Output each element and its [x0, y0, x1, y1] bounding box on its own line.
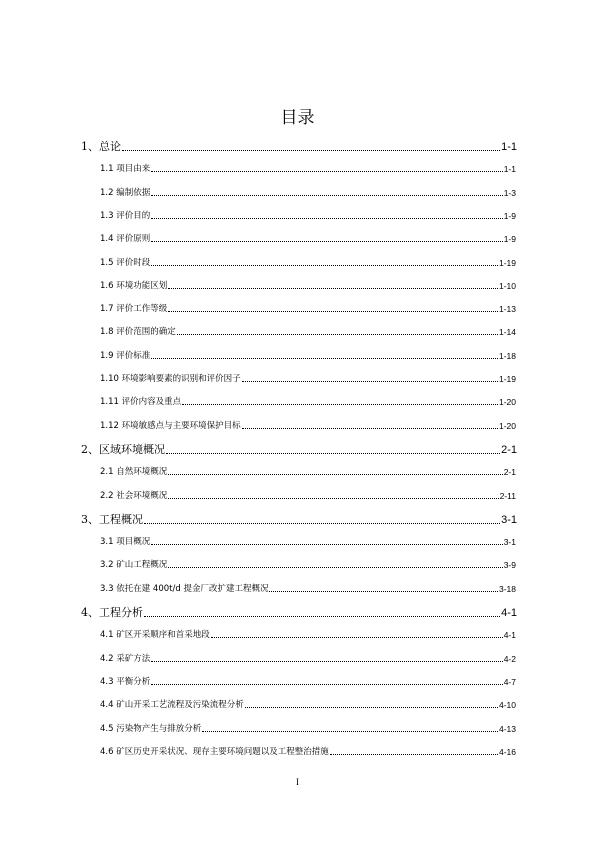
dot-leader	[151, 543, 502, 545]
toc-entry-page: 1-20	[498, 420, 516, 431]
toc-entry-title: 4.6 矿区历史开采状况、现存主要环境问题以及工程整治措施	[100, 746, 329, 757]
toc-section-entry[interactable]	[100, 233, 516, 245]
toc-section-entry[interactable]	[100, 210, 516, 222]
toc-entry-page: 1-1	[503, 164, 516, 175]
toc-chapter-entry[interactable]	[81, 443, 517, 457]
dot-leader	[144, 615, 500, 617]
dot-leader	[144, 522, 500, 524]
toc-entry-page: 1-19	[498, 374, 516, 384]
dot-leader	[330, 753, 498, 755]
toc-section-entry[interactable]	[100, 326, 516, 338]
toc-entry-title: 1.3 评价目的	[100, 210, 151, 221]
toc-entry-title: 3.3 依托在建 400t/d 提金厂改扩建工程概况	[100, 583, 269, 594]
toc-entry-page: 1-3	[503, 187, 516, 198]
dot-leader	[242, 427, 498, 429]
toc-entry-page: 1-10	[498, 280, 516, 291]
dot-leader	[151, 170, 502, 172]
toc-section-entry[interactable]	[100, 420, 516, 432]
toc-entry-title: 1.7 评价工作等级	[100, 304, 168, 315]
dot-leader	[177, 333, 498, 335]
toc-entry-page: 4-2	[503, 653, 516, 664]
toc-section-entry[interactable]	[100, 163, 516, 175]
toc-section-entry[interactable]	[100, 396, 516, 408]
toc-entry-page: 4-1	[501, 607, 517, 619]
dot-leader	[202, 730, 498, 732]
toc-section-entry[interactable]	[100, 536, 516, 548]
toc-section-entry[interactable]	[100, 629, 516, 641]
toc-entry-title: 1.6 环境功能区划	[100, 280, 168, 291]
toc-entry-page: 2-1	[503, 467, 516, 478]
toc-entry-page: 3-1	[503, 537, 516, 548]
toc-section-entry[interactable]	[100, 373, 516, 385]
toc-entry-title: 2.2 社会环境概况	[100, 490, 168, 501]
toc-section-entry[interactable]	[100, 676, 516, 688]
toc-entry-page: 4-10	[498, 700, 516, 711]
toc-entry-title: 3、工程概况	[81, 512, 143, 526]
toc-section-entry[interactable]	[100, 583, 516, 595]
toc-entry-page: 4-1	[503, 630, 516, 641]
toc-entry-title: 4.3 平衡分析	[100, 676, 151, 687]
toc-entry-title: 1.1 项目由来	[100, 164, 151, 175]
dot-leader	[269, 590, 498, 592]
toc-section-entry[interactable]	[100, 559, 516, 571]
toc-chapter-entry[interactable]	[81, 513, 517, 527]
toc-entry-page: 2-1	[501, 443, 517, 456]
toc-entry-page: 1-13	[498, 304, 516, 315]
toc-section-entry[interactable]	[100, 466, 516, 478]
dot-leader	[151, 683, 502, 685]
toc-section-entry[interactable]	[100, 350, 516, 362]
toc-entry-title: 1、总论	[81, 140, 121, 153]
page-number: I	[296, 777, 299, 787]
toc-entry-title: 1.12 环境敏感点与主要环境保护目标	[100, 420, 241, 431]
toc-section-entry[interactable]	[100, 280, 516, 292]
toc-entry-page: 4-7	[503, 676, 516, 687]
toc-section-entry[interactable]	[100, 746, 516, 758]
toc-entry-page: 1-20	[498, 397, 516, 408]
toc-entry-title: 3.2 矿山工程概况	[100, 560, 168, 571]
toc-entry-title: 4.1 矿区开采顺序和首采地段	[100, 630, 210, 641]
toc-entry-page: 1-1	[501, 141, 517, 153]
toc-chapter-entry[interactable]	[81, 140, 517, 154]
toc-entry-page: 1-19	[498, 257, 516, 268]
toc-entry-title: 4.5 污染物产生与排放分析	[100, 723, 202, 734]
toc-entry-page: 4-13	[498, 723, 516, 734]
dot-leader	[168, 473, 502, 475]
toc-section-entry[interactable]	[100, 723, 516, 735]
toc-entry-title: 4、工程分析	[81, 606, 143, 619]
toc-section-entry[interactable]	[100, 303, 516, 315]
toc-entry-title: 3.1 项目概况	[100, 537, 151, 548]
dot-leader	[211, 636, 503, 638]
dot-leader	[168, 497, 498, 499]
toc-section-entry[interactable]	[100, 653, 516, 665]
toc-entry-title: 1.8 评价范围的确定	[100, 327, 176, 338]
toc-chapter-entry[interactable]	[81, 606, 517, 620]
dot-leader	[151, 660, 502, 662]
dot-leader	[168, 310, 498, 312]
toc-entry-title: 2、区域环境概况	[81, 442, 165, 456]
dot-leader	[151, 264, 498, 266]
toc-entry-page: 3-9	[503, 560, 516, 571]
page-title: 目录	[280, 108, 315, 128]
toc-section-entry[interactable]	[100, 257, 516, 269]
dot-leader	[122, 149, 500, 151]
toc-section-entry[interactable]	[100, 699, 516, 711]
dot-leader	[151, 357, 498, 359]
dot-leader	[151, 217, 502, 219]
dot-leader	[151, 240, 502, 242]
dot-leader	[168, 287, 498, 289]
toc-entry-title: 1.2 编制依据	[100, 187, 151, 198]
toc-entry-title: 2.1 自然环境概况	[100, 467, 168, 478]
toc-entry-page: 3-18	[498, 583, 516, 594]
toc-section-entry[interactable]	[100, 187, 516, 199]
toc-entry-page: 4-16	[498, 746, 516, 757]
toc-entry-title: 1.11 评价内容及重点	[100, 397, 182, 408]
toc-entry-title: 4.2 采矿方法	[100, 653, 151, 664]
toc-entry-title: 1.9 评价标准	[100, 350, 151, 361]
toc-entry-title: 4.4 矿山开采工艺流程及污染流程分析	[100, 700, 244, 711]
dot-leader	[245, 706, 498, 708]
toc-entry-page: 1-9	[503, 234, 516, 245]
dot-leader	[182, 403, 498, 405]
toc-entry-title: 1.4 评价原则	[100, 234, 151, 245]
dot-leader	[151, 194, 502, 196]
toc-entry-page: 2-11	[499, 490, 516, 501]
toc-entry-title: 1.5 评价时段	[100, 257, 151, 268]
toc-entry-page: 3-1	[501, 513, 517, 526]
dot-leader	[166, 452, 500, 454]
toc-entry-page: 1-18	[498, 350, 516, 361]
dot-leader	[242, 380, 498, 382]
toc-entry-page: 1-14	[498, 327, 516, 338]
toc-section-entry[interactable]	[100, 490, 516, 502]
toc-entry-title: 1.10 环境影响要素的识别和评价因子	[100, 374, 241, 384]
toc-entry-page: 1-9	[503, 210, 516, 221]
dot-leader	[168, 566, 502, 568]
